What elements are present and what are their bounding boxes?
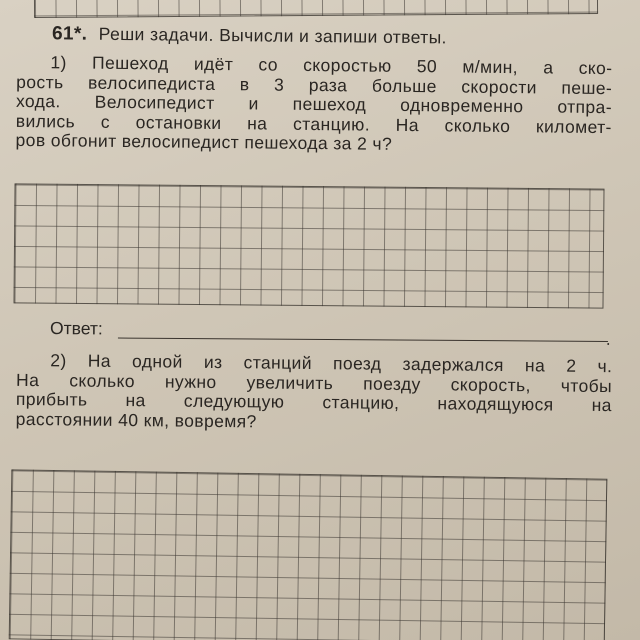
answer-row [49, 318, 611, 349]
problem-1-line: вились с остановки на станцию. На сколько километ- [15, 110, 612, 137]
answer-label: Ответ: [49, 318, 103, 339]
problem-1-line: ров обгонит велосипедист пешехода за 2 ч? [15, 129, 393, 154]
task-number: 61*. [51, 23, 88, 45]
problem-2-line: На сколько нужно увеличить поезду скорость, чтобы [16, 369, 613, 396]
problem-1-line: рость велосипедиста в 3 раза больше скорости пеше- [16, 71, 613, 98]
problem-2-text [16, 351, 613, 435]
problem-1-line: хода. Велосипедист и пешеход одновременно отпра- [15, 90, 613, 118]
answer-grid-1[interactable] [13, 183, 604, 308]
problem-2-line: прибыть на следующую станцию, находящуюся на [15, 388, 612, 416]
answer-line[interactable] [118, 338, 608, 342]
answer-grid-2[interactable] [9, 469, 608, 640]
answer-period: . [605, 329, 611, 349]
problem-1-line: 1) Пешеход идёт со скоростью 50 м/мин, а ско- [50, 52, 613, 79]
problem-2-line: 2) На одной из станций поезд задержался на 2 ч. [50, 350, 613, 377]
task-header [16, 24, 612, 50]
task-instruction: Реши задачи. Вычисли и запиши ответы. [98, 23, 447, 48]
problem-2-line: расстоянии 40 км, вовремя? [15, 408, 257, 431]
grid-top-remnant [34, 0, 598, 18]
problem-1-text [16, 53, 613, 157]
